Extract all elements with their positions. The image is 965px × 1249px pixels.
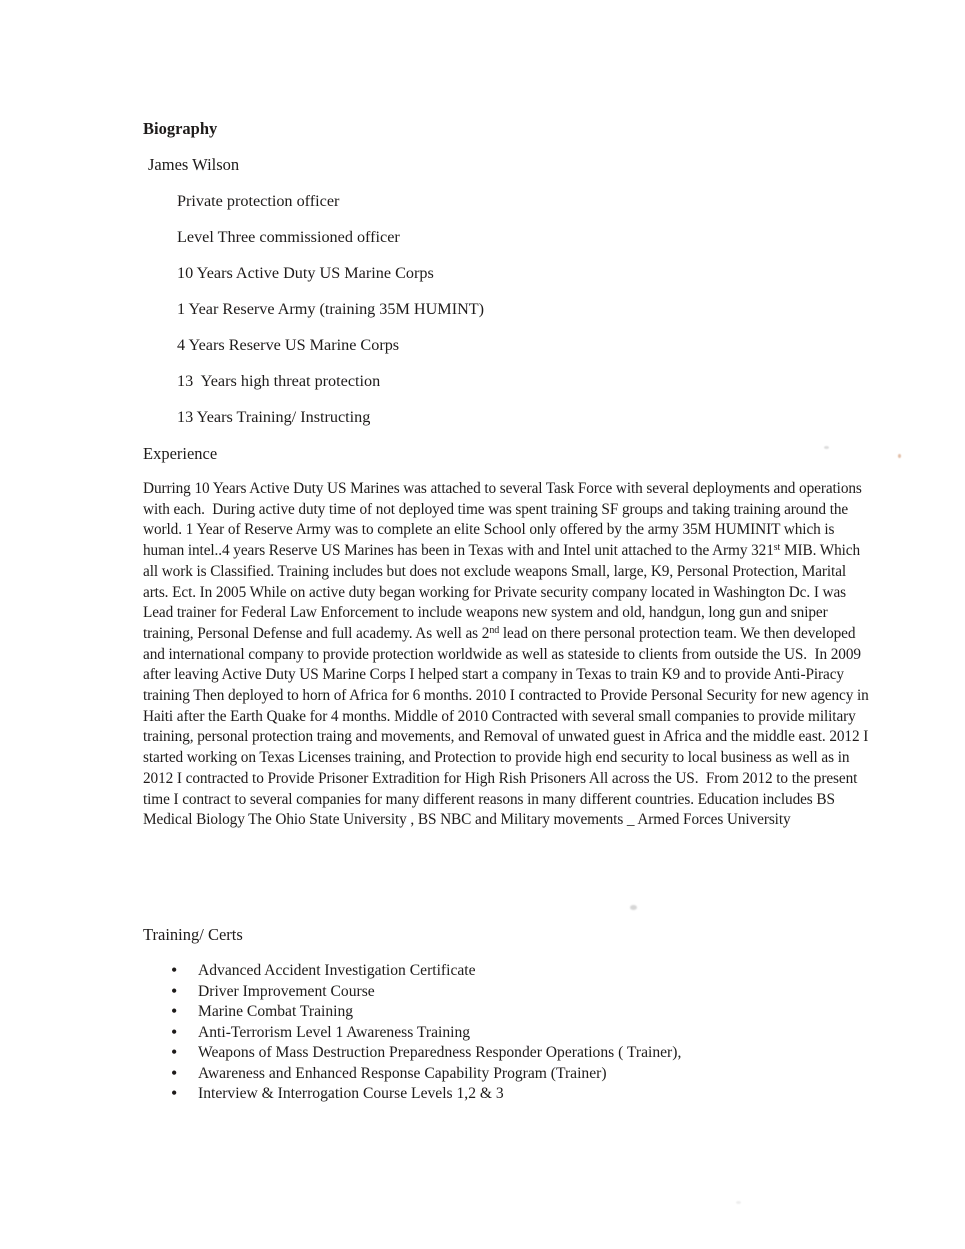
credential-item: 10 Years Active Duty US Marine Corps bbox=[177, 264, 434, 282]
credential-item: 4 Years Reserve US Marine Corps bbox=[177, 336, 400, 354]
training-item-label: Driver Improvement Course bbox=[198, 982, 375, 1000]
training-item-label: Interview & Interrogation Course Levels 1,2 & 3 bbox=[198, 1085, 504, 1102]
experience-paragraph bbox=[143, 479, 873, 831]
training-item bbox=[143, 1023, 903, 1044]
training-item-label: Marine Combat Training bbox=[198, 1003, 354, 1020]
training-item bbox=[143, 961, 903, 982]
credentials-list bbox=[177, 191, 484, 443]
scan-speck bbox=[736, 1201, 741, 1204]
training-item bbox=[143, 1084, 903, 1105]
training-item-label: Advanced Accident Investigation Certificate bbox=[198, 962, 476, 979]
credential-item: 13 Years high threat protection bbox=[177, 372, 381, 390]
credential-item: Level Three commissioned officer bbox=[177, 228, 400, 246]
paragraph-text: MIB. Which all work is Classified. Training includes but does not exclude weapons Small, large, K9, Personal Protection, Marital arts. Ect. In 2005 While on active duty began working for Private security company located in Washington Dc. I was Lead trainer for Federal Law Enforcement to include weapons new system and old, handgun, long gun and sniper training, Personal Defense and full academy. As well as 2 bbox=[143, 542, 864, 642]
training-item bbox=[143, 1043, 903, 1064]
training-list bbox=[143, 961, 903, 1105]
paragraph-text: lead on there personal protection team. We then developed and international company to provide protection worldwide as well as stateside to clients from outside the US. In 2009 after leaving Active Duty US Marine Corps I helped start a company in Texas to train K9 and to provide Anti-Piracy training Then deployed to horn of Africa for 6 months. 2010 I contracted to Provide Personal Security for new agency in Haiti after the Earth Quake for 4 months. Middle of 2010 Contracted with several small companies to provide military training, personal protection traing and movements, and Removal of unwated guest in Africa and the middle east. 2012 I started working on Texas Licenses training, and Protection to provide high end security to local business as well as in 2012 I contracted to Provide Prisoner Extradition for High Rish Prisoners All across the US. From 2012 to the present time I contract to several companies for many different reasons in many different countries. Education includes BS Medical Biology The Ohio State University , BS NBC and Military movements _ Armed Forces University bbox=[143, 624, 873, 829]
document-title: Biography bbox=[143, 119, 218, 138]
training-item-label: Weapons of Mass Destruction Preparedness Responder Operations ( Trainer), bbox=[198, 1044, 682, 1061]
training-certs-heading: Training/ Certs bbox=[143, 925, 243, 944]
training-item bbox=[143, 1064, 903, 1085]
credential-item: Private protection officer bbox=[177, 192, 340, 210]
scan-speck bbox=[824, 446, 829, 449]
person-name: James Wilson bbox=[148, 155, 240, 174]
experience-heading: Experience bbox=[143, 444, 218, 463]
training-item-label: Anti-Terrorism Level 1 Awareness Training bbox=[198, 1023, 471, 1041]
paragraph-text: Durring 10 Years Active Duty US Marines was attached to several Task Force with several deployments and operations with each. During active duty time of not deployed time was spent training SF groups and taking training around the world. 1 Year of Reserve Army was to complete an elite School only offered by the army 35M HUMINIT which is human intel..4 years Reserve US Marines has been in Texas with and Intel unit attached to the Army 321 bbox=[143, 480, 866, 560]
training-item bbox=[143, 1002, 903, 1023]
training-item bbox=[143, 982, 903, 1003]
scan-speck bbox=[630, 905, 637, 910]
credential-item: 1 Year Reserve Army (training 35M HUMINT) bbox=[177, 300, 485, 318]
superscript-text: st bbox=[773, 542, 781, 554]
training-item-label: Awareness and Enhanced Response Capability Program (Trainer) bbox=[198, 1064, 607, 1082]
superscript-text: nd bbox=[489, 624, 500, 636]
credential-item: 13 Years Training/ Instructing bbox=[177, 408, 371, 426]
scan-speck bbox=[898, 454, 901, 458]
